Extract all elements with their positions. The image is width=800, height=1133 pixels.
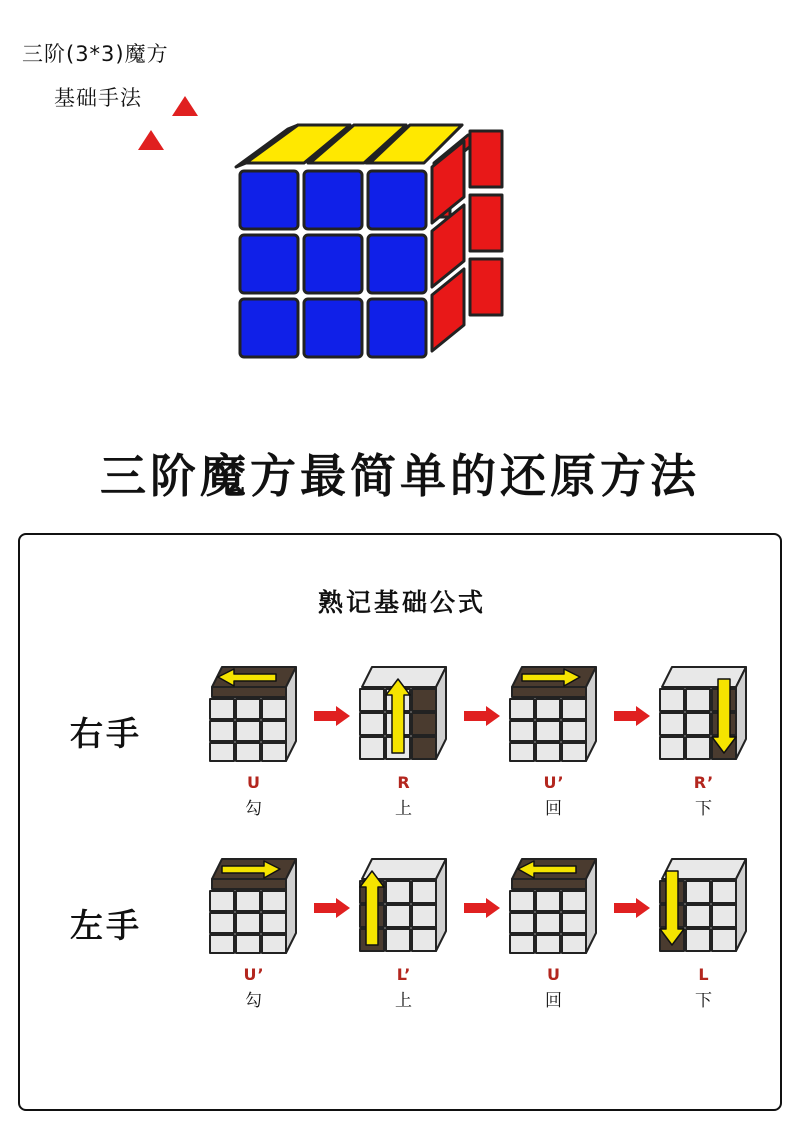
panel-title: 熟记基础公式 — [317, 588, 486, 617]
page-title: 三阶魔方最简单的还原方法 — [100, 449, 700, 503]
move-cn-label: 上 — [395, 799, 413, 819]
cube-diagram — [500, 661, 608, 765]
step-sequence — [200, 845, 770, 1035]
red-triangle-marker-group — [130, 92, 210, 162]
cube-diagram — [650, 853, 758, 957]
main-rubiks-cube-illustration — [228, 105, 544, 395]
red-right-arrow-icon — [462, 897, 502, 917]
step-item[interactable] — [500, 661, 608, 841]
formula-row-right-hand — [20, 653, 784, 843]
move-cn-label: 下 — [695, 799, 713, 819]
move-label: L’ — [396, 965, 412, 984]
move-cn-label: 回 — [545, 799, 563, 819]
header-line1: 三阶(3*3)魔方 — [22, 42, 169, 66]
step-item[interactable] — [500, 853, 608, 1033]
header-line2: 基础手法 — [54, 86, 142, 110]
red-right-arrow-icon — [312, 897, 352, 917]
move-label: U’ — [243, 965, 265, 984]
step-item[interactable] — [350, 661, 458, 841]
red-right-arrow-icon — [462, 705, 502, 725]
move-label: R’ — [693, 773, 715, 792]
move-cn-label: 勾 — [245, 991, 263, 1011]
cube-diagram — [350, 853, 458, 957]
move-label: U — [247, 773, 261, 792]
step-item[interactable] — [350, 853, 458, 1033]
move-cn-label: 上 — [395, 991, 413, 1011]
red-right-arrow-icon — [612, 897, 652, 917]
cube-diagram — [200, 853, 308, 957]
move-label: U’ — [543, 773, 565, 792]
step-item[interactable] — [650, 661, 758, 841]
cube-diagram — [350, 661, 458, 765]
cube-diagram — [500, 853, 608, 957]
move-label: L — [698, 965, 710, 984]
formula-panel — [18, 533, 782, 1111]
red-triangle-icon — [138, 130, 164, 150]
step-sequence — [200, 653, 770, 843]
move-label: U — [547, 965, 561, 984]
move-cn-label: 回 — [545, 991, 563, 1011]
red-right-arrow-icon — [612, 705, 652, 725]
move-label: R — [397, 773, 411, 792]
step-item[interactable] — [200, 853, 308, 1033]
red-triangle-icon — [172, 96, 198, 116]
move-cn-label: 下 — [695, 991, 713, 1011]
cube-diagram — [650, 661, 758, 765]
step-item[interactable] — [200, 661, 308, 841]
move-cn-label: 勾 — [245, 799, 263, 819]
cube-diagram — [200, 661, 308, 765]
formula-row-left-hand — [20, 845, 784, 1035]
row-label: 右手 — [70, 714, 142, 753]
row-label: 左手 — [70, 906, 142, 945]
red-right-arrow-icon — [312, 705, 352, 725]
step-item[interactable] — [650, 853, 758, 1033]
